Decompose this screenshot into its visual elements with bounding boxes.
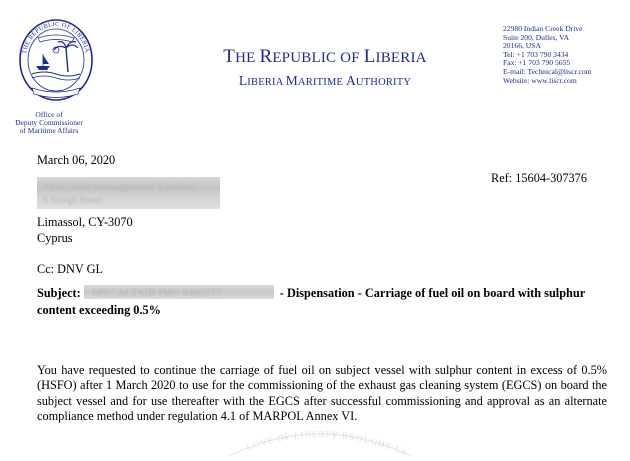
watermark-text: LOVE OF LIBERTY BROUGHT US [245, 428, 410, 456]
subject-line [37, 285, 609, 319]
redacted-recipient: MSC Shipmanagement Limited 6 Sinopi Street [37, 177, 220, 209]
seal-text: THE REPUBLIC OF LIBERIA [21, 20, 91, 55]
contact-tel: Tel: +1 703 790 3434 [503, 49, 569, 59]
contact-website-link[interactable]: Website: www.liscr.com [503, 75, 577, 85]
letterhead-title: THE REPUBLIC OF LIBERIA [223, 46, 427, 67]
svg-text:LOVE OF LIBERTY BROUGHT US HER [225, 416, 409, 456]
redacted-vessel-name: MSC ALTAIR IMO 9465277 [84, 285, 274, 299]
contact-address-2: Suite 200, Dulles, VA [503, 32, 570, 42]
cc-line: Cc: DNV GL [37, 262, 104, 276]
letter-date: March 06, 2020 [37, 153, 116, 167]
address-line: Limassol, CY-3070 [37, 215, 133, 229]
reference-number: Ref: 15604-307376 [491, 171, 587, 185]
address-line: Cyprus [37, 231, 73, 245]
contact-address-1: 22980 Indian Creek Drive [503, 24, 583, 33]
liberia-seal [14, 8, 98, 108]
body-paragraph: You have requested to continue the carriage of fuel oil on subject vessel with sulphur content in excess of 0.5% (HSFO) after 1 March 2020 to use for the commissioning of the exhaust gas cleaning system (EGCS) on board the subject vessel and for use thereafter with the EGCS after successful commissioning and approval as an alternate compliance method under regulation 4.1 of MARPOL Annex VI. [37, 363, 607, 424]
contact-block [503, 25, 628, 85]
contact-address-3: 20166, USA [503, 41, 541, 51]
subject-label: Subject: [37, 286, 81, 300]
watermark-seal [225, 416, 415, 456]
office-line: of Maritime Affairs [19, 126, 79, 135]
subject-text: - Dispensation - Carriage of fuel oil on board with sulphur content exceeding 0.5% [37, 286, 585, 317]
letterhead-subtitle: LIBERIA MARITIME AUTHORITY [238, 73, 412, 88]
contact-email-link[interactable]: E-mail: Technical@liscr.com [503, 66, 592, 76]
contact-fax: Fax: +1 703 790 5655 [503, 58, 571, 68]
office-of-deputy-commissioner [8, 111, 90, 135]
office-line: Office of [35, 110, 63, 119]
office-line: Deputy Commissioner [15, 118, 83, 127]
